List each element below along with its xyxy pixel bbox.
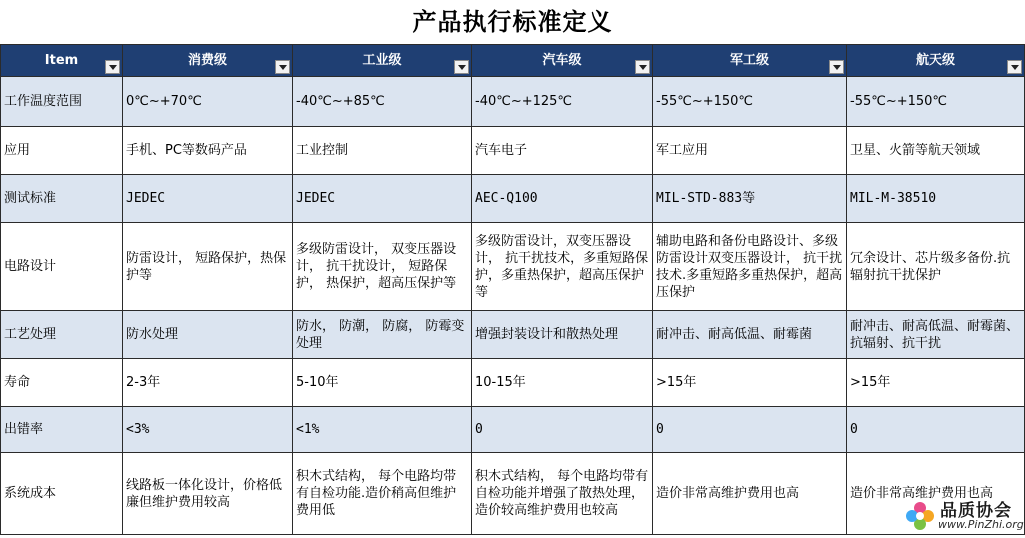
table-cell: 5-10年 [293,359,472,407]
table-cell: 积木式结构， 每个电路均带有自检功能.造价稍高但维护费用低 [293,453,472,535]
filter-dropdown-icon[interactable] [105,60,120,74]
table-cell: 军工应用 [653,127,847,175]
table-cell: 工业控制 [293,127,472,175]
table-cell: <3% [123,407,293,453]
row-label: 寿命 [1,359,123,407]
filter-dropdown-icon[interactable] [275,60,290,74]
table-row [1,407,1025,453]
table-row [1,453,1025,535]
table-cell: >15年 [847,359,1025,407]
table-cell: <1% [293,407,472,453]
table-cell: 耐冲击、耐高低温、耐霉菌 [653,311,847,359]
table-cell: -55℃~+150℃ [653,77,847,127]
table-cell: 手机、PC等数码产品 [123,127,293,175]
table-row [1,223,1025,311]
header-aerospace [847,45,1025,77]
filter-dropdown-icon[interactable] [829,60,844,74]
table-cell: 0℃~+70℃ [123,77,293,127]
filter-dropdown-icon[interactable] [635,60,650,74]
header-label: 航天级 [915,53,955,68]
row-label: 测试标准 [1,175,123,223]
table-row [1,359,1025,407]
header-label: 军工级 [729,53,769,68]
header-label: 汽车级 [542,53,582,68]
row-label: 工作温度范围 [1,77,123,127]
table-cell: AEC-Q100 [472,175,653,223]
logo-name: 品质协会 [940,501,1012,521]
table-cell: 造价非常高维护费用也高 [653,453,847,535]
table-cell: 防水处理 [123,311,293,359]
filter-dropdown-icon[interactable] [454,60,469,74]
table-cell: 防雷设计， 短路保护，热保护等 [123,223,293,311]
table-row [1,77,1025,127]
logo-site: www.PinZhi.org [938,518,1024,531]
table-cell: 卫星、火箭等航天领域 [847,127,1025,175]
table-cell: -40℃~+125℃ [472,77,653,127]
row-label: 电路设计 [1,223,123,311]
header-label: 工业级 [362,53,402,68]
filter-dropdown-icon[interactable] [1007,60,1022,74]
table-cell: MIL-M-38510 [847,175,1025,223]
table-cell: 增强封装设计和散热处理 [472,311,653,359]
flower-logo-icon [904,500,936,532]
header-industrial [293,45,472,77]
table-cell: -40℃~+85℃ [293,77,472,127]
table-cell: -55℃~+150℃ [847,77,1025,127]
row-label: 出错率 [1,407,123,453]
table-cell: 线路板一体化设计，价格低廉但维护费用较高 [123,453,293,535]
table-cell: 耐冲击、耐高低温、耐霉菌、抗辐射、抗干扰 [847,311,1025,359]
watermark-logo [900,496,1025,538]
table-cell: 积木式结构， 每个电路均带有自检功能并增强了散热处理，造价较高维护费用也较高 [472,453,653,535]
table-cell: 冗余设计、芯片级多备份.抗辐射抗干扰保护 [847,223,1025,311]
table-cell: 造价非常高维护费用也高 [847,453,1025,535]
table-cell: 10-15年 [472,359,653,407]
header-label: 消费级 [187,53,227,68]
header-row [1,45,1025,77]
row-label: 工艺处理 [1,311,123,359]
table-cell: JEDEC [123,175,293,223]
page-title: 产品执行标准定义 [412,7,613,36]
row-label: 系统成本 [1,453,123,535]
table-cell: MIL-STD-883等 [653,175,847,223]
row-label: 应用 [1,127,123,175]
table-cell: 2-3年 [123,359,293,407]
table-cell: 0 [847,407,1025,453]
table-cell: 0 [653,407,847,453]
table-cell: 汽车电子 [472,127,653,175]
table-cell: 0 [472,407,653,453]
table-cell: >15年 [653,359,847,407]
header-label: Item [44,53,79,68]
table-cell: 防水， 防潮， 防腐， 防霉变处理 [293,311,472,359]
header-automotive [472,45,653,77]
table-row [1,127,1025,175]
table-cell: 多级防雷设计， 双变压器设计， 抗干扰设计， 短路保护， 热保护，超高压保护等 [293,223,472,311]
header-military [653,45,847,77]
table-cell: 多级防雷设计，双变压器设计， 抗干扰技术，多重短路保护，多重热保护，超高压保护等 [472,223,653,311]
standards-table [0,44,1025,535]
table-row [1,311,1025,359]
header-item [1,45,123,77]
table-row [1,175,1025,223]
table-cell: 辅助电路和备份电路设计、多级防雷设计双变压器设计， 抗干扰技术.多重短路多重热保护，超高压保护 [653,223,847,311]
header-consumer [123,45,293,77]
table-cell: JEDEC [293,175,472,223]
